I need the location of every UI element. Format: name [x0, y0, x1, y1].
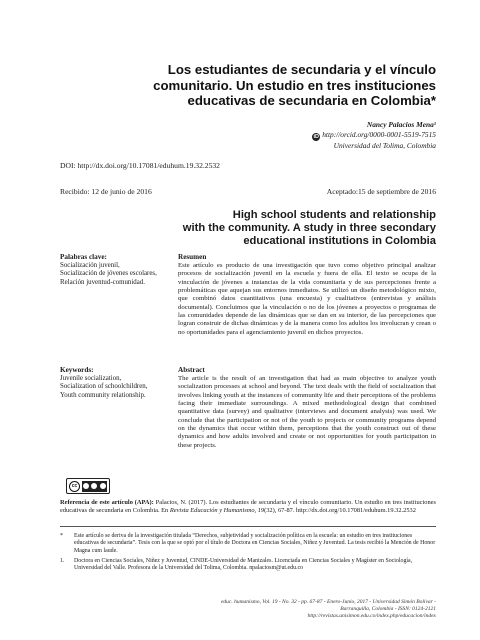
- footnote-text: Doctora en Ciencias Sociales, Niñez y Juventud, CINDE-Universidad de Manizales. Licenciada en Ciencias Sociales y Magíster en Sociología, Universidad del Valle. Profesora de la Universidad del Tolima, Colombia. npalaciosm@ut.edu.co: [74, 558, 413, 572]
- title-english: [60, 209, 436, 249]
- title-spanish-line: educativas de secundaria en Colombia*: [187, 93, 436, 108]
- nd-icon: [100, 483, 106, 489]
- title-english-line: High school students and relationship: [232, 209, 436, 221]
- license-terms-strip: [82, 481, 107, 492]
- nc-icon: [91, 483, 97, 489]
- by-icon: [83, 483, 89, 489]
- footnote: [60, 558, 436, 573]
- footnote-divider: [60, 526, 436, 527]
- footnote-mark: *: [60, 533, 63, 539]
- creative-commons-license-icon[interactable]: [66, 478, 110, 494]
- resumen-heading: Resumen: [178, 253, 207, 261]
- citation-text-before: Palacios, N. (2017). Los estudiantes de secundaria y el vínculo comunitario. Un estudio en tres instituciones educativas de secundaria en Colombia. En: [60, 499, 436, 515]
- footer-journal-info: educ. humanismo, Vol. 19 - No. 32 - pp. 67-87 - Enero-Junio, 2017 - Universidad Simón Bolívar - Barranquilla, Colombia - ISSN: 0124-2121: [220, 599, 436, 612]
- keywords-english-heading: Keywords:: [60, 366, 94, 374]
- keyword-item: Relación juventud-comunidad.: [60, 278, 145, 286]
- abstract-section: [178, 366, 436, 450]
- citation-journal: Revista Educación y Humanismo, 19: [169, 507, 265, 515]
- author-name: Nancy Palacios Mena¹: [366, 120, 436, 129]
- orcid-line: [190, 130, 436, 141]
- author-block: [190, 120, 436, 150]
- keyword-item: Juvenile socialization,: [60, 375, 122, 382]
- citation-text-after: (32), 67-87. http://dx.doi.org/10.17081/eduhum.19.32.2532: [264, 507, 416, 515]
- keyword-item: Socialización juvenil,: [60, 262, 120, 269]
- page-footer: [200, 599, 436, 620]
- keyword-item: Youth community relationship.: [60, 391, 146, 399]
- footnote-mark: 1.: [60, 558, 65, 564]
- footer-url[interactable]: http://revistas.unisimon.edu.co/index.php/educacion/index: [307, 613, 436, 619]
- footnote: [60, 533, 436, 555]
- keywords-english: [60, 366, 172, 400]
- accepted-date: Aceptado:15 de septiembre de 2016: [326, 187, 436, 196]
- citation-reference: [60, 499, 436, 515]
- abstract-text: The article is the result of an investigation that had as main objective to analyze youth socialization processes at school and beyond. The text deals with the field of socialization that involves linking youth at the instances of community life and their perceptions of the problems facing their immediate surroundings. A mixed methodological design that combined quantitative data (survey) and qualitative (interviews and document analysis) was used. We conclude that the participation or not of the youth to projects or community programs depend on the dynamics that occur within them, perceptions that the youth construct out of these dynamics and how adults involved and create or not opportunities for youth participation in these projects.: [178, 375, 436, 449]
- footnote-text: Este artículo se deriva de la investigación titulada “Derechos, subjetividad y socialización política en la escuela: un estudio en tres instituciones educativas de secundaria”. Tesis con la que se optó por el título de Doctora en Ciencias Sociales, Niñez y Juventud. La tesis recibió la Mención de Honor Magna cum laude.: [74, 533, 436, 554]
- keyword-item: Socialization of schoolchildren,: [60, 383, 148, 391]
- title-english-line: educational institutions in Colombia: [243, 235, 436, 248]
- doi-link[interactable]: DOI: http://dx.doi.org/10.17081/eduhum.19.32.2532: [60, 161, 220, 170]
- title-spanish: [60, 62, 436, 109]
- title-spanish-line: comunitario. Un estudio en tres instituciones: [153, 77, 436, 93]
- orcid-icon: iD: [313, 133, 319, 140]
- title-english-line: with the community. A study in three secondary: [182, 222, 436, 235]
- keyword-item: Socialización de jóvenes escolares,: [60, 270, 157, 278]
- abstract-heading: Abstract: [178, 366, 205, 374]
- citation-label: Referencia de este artículo (APA):: [60, 499, 154, 506]
- author-affiliation: Universidad del Tolima, Colombia: [333, 140, 436, 150]
- keywords-spanish-heading: Palabras clave:: [60, 253, 107, 261]
- orcid-link[interactable]: http://orcid.org/0000-0001-5519-7515: [322, 129, 436, 139]
- title-spanish-line: Los estudiantes de secundaria y el vínculo: [167, 62, 436, 77]
- resumen-section: [178, 253, 436, 337]
- resumen-text: Este artículo es producto de una investigación que tuvo como objetivo principal analizar procesos de socialización juvenil en la escuela y fuera de ella. El texto se ocupa de la vinculación de jóvenes a instancias de la vida comunitaria y de sus percepciones frente a problemáticas que aquejan sus entornos inmediatos. Se utilizó un diseño metodológico mixto, que combinó datos cuantitativos (una encuesta) y cualitativos (entrevistas y análisis documental). Concluimos que la vinculación o no de los jóvenes a proyectos o programas de las comunidades depende de las dinámicas que se dan en su interior, de las percepciones que logran construir de dichas dinámicas y de la manera como los adultos los involucran y crean o no oportunidades para el agenciamiento juvenil en dichos proyectos.: [178, 262, 436, 336]
- cc-icon: cc: [69, 481, 80, 492]
- received-date: Recibido: 12 de junio de 2016: [60, 187, 152, 196]
- keywords-spanish: [60, 253, 172, 287]
